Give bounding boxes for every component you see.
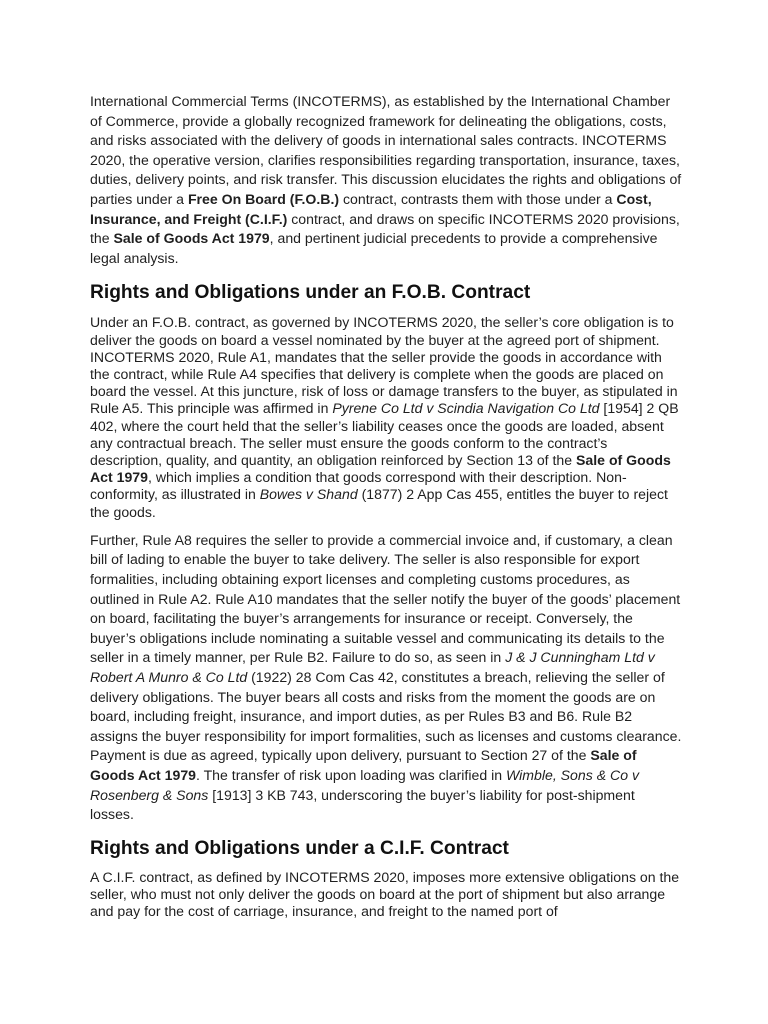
intro-paragraph — [90, 92, 682, 268]
case-citation-cunningham: J & J Cunningham Ltd v Robert A Munro & Co Ltd — [90, 649, 655, 685]
fob-p2-bold-sga: Sale of Goods Act 1979 — [90, 747, 637, 783]
fob-p2-text-3: . The transfer of risk upon loading was clarified in — [196, 766, 506, 783]
heading-cif: Rights and Obligations under a C.I.F. Contract — [90, 837, 509, 859]
intro-text-1: International Commercial Terms (INCOTERMS), as established by the International Chamber of Commerce, provide a globally recognized framework for delineating the obligations, costs, and risks associated with the delivery of goods in international sales contracts. INCOTERMS 2020, the operative version, clarifies responsibilities regarding transportation, insurance, taxes, duties, delivery points, and risk transfer. This discussion elucidates the rights and obligations of parties under a — [90, 93, 682, 207]
fob-p1-bold-sga: Sale of Goods Act 1979 — [90, 451, 671, 486]
fob-p2-text-1: Further, Rule A8 requires the seller to provide a commercial invoice and, if customary, a clean bill of lading to enable the buyer to take delivery. The seller is also responsible for export formalities, including obtaining export licenses and completing customs procedures, as outlined in Rule A2. Rule A10 mandates that the seller notify the buyer of the goods’ placement on board, facilitating the buyer’s arrangements for insurance or receipt. Conversely, the buyer’s obligations include nominating a suitable vessel and communicating its details to the seller in a timely manner, per Rule B2. Failure to do so, as seen in — [90, 531, 681, 666]
case-citation-pyrene: Pyrene Co Ltd v Scindia Navigation Co Ltd — [332, 400, 600, 417]
fob-p1-text-3: , which implies a condition that goods correspond with their description. Non-conformity, as illustrated in — [90, 469, 627, 503]
cif-paragraph-1 — [90, 869, 682, 921]
cif-p1-text-1: A C.I.F. contract, as defined by INCOTERMS 2020, imposes more extensive obligations on the seller, who must not only deliver the goods on board at the port of shipment but also arrange and pay for the cost of carriage, insurance, and freight to the named port of — [90, 868, 680, 920]
intro-bold-sga: Sale of Goods Act 1979 — [113, 230, 270, 247]
fob-p2-text-4: [1913] 3 KB 743, underscoring the buyer’s liability for post-shipment losses. — [90, 786, 635, 823]
heading-fob: Rights and Obligations under an F.O.B. Contract — [90, 282, 531, 304]
fob-p1-text-1: Under an F.O.B. contract, as governed by INCOTERMS 2020, the seller’s core obligation is to deliver the goods on board a vessel nominated by the buyer at the agreed port of shipment. INCOTERMS 2020, Rule A1, mandates that the seller provide the goods in accordance with the contract, while Rule A4 specifies that delivery is complete when the goods are placed on board the vessel. At this juncture, risk of loss or damage transfers to the buyer, as stipulated in Rule A5. This principle was affirmed in — [90, 314, 678, 417]
case-citation-bowes: Bowes v Shand — [259, 486, 358, 503]
fob-p2-text-2: (1922) 28 Com Cas 42, constitutes a breach, relieving the seller of delivery obligations. The buyer bears all costs and risks from the moment the goods are on board, including freight, insurance, and import duties, as per Rules B3 and B6. Rule B2 assigns the buyer responsibility for import formalities, such as licenses and customs clearance. Payment is due as agreed, typically upon delivery, pursuant to Section 27 of the — [90, 668, 682, 764]
fob-paragraph-1 — [90, 314, 682, 520]
fob-p1-text-2: [1954] 2 QB 402, where the court held that the seller’s liability ceases once the goods are loaded, absent any contractual breach. The seller must ensure the goods conform to the contract’s description, quality, and quantity, an obligation reinforced by Section 13 of the — [90, 400, 679, 468]
intro-bold-fob: Free On Board (F.O.B.) — [187, 190, 340, 207]
intro-text-4: , and pertinent judicial precedents to provide a comprehensive legal analysis. — [90, 230, 658, 266]
case-citation-wimble: Wimble, Sons & Co v Rosenberg & Sons — [90, 766, 639, 803]
fob-paragraph-2 — [90, 531, 682, 825]
intro-text-2: contract, contrasts them with those under a — [339, 190, 617, 207]
intro-bold-cif: Cost, Insurance, and Freight (C.I.F.) — [90, 190, 652, 227]
document-page — [90, 92, 682, 920]
fob-p1-text-4: (1877) 2 App Cas 455, entitles the buyer to reject the goods. — [90, 486, 668, 520]
intro-text-3: contract, and draws on specific INCOTERMS 2020 provisions, the — [90, 210, 680, 247]
